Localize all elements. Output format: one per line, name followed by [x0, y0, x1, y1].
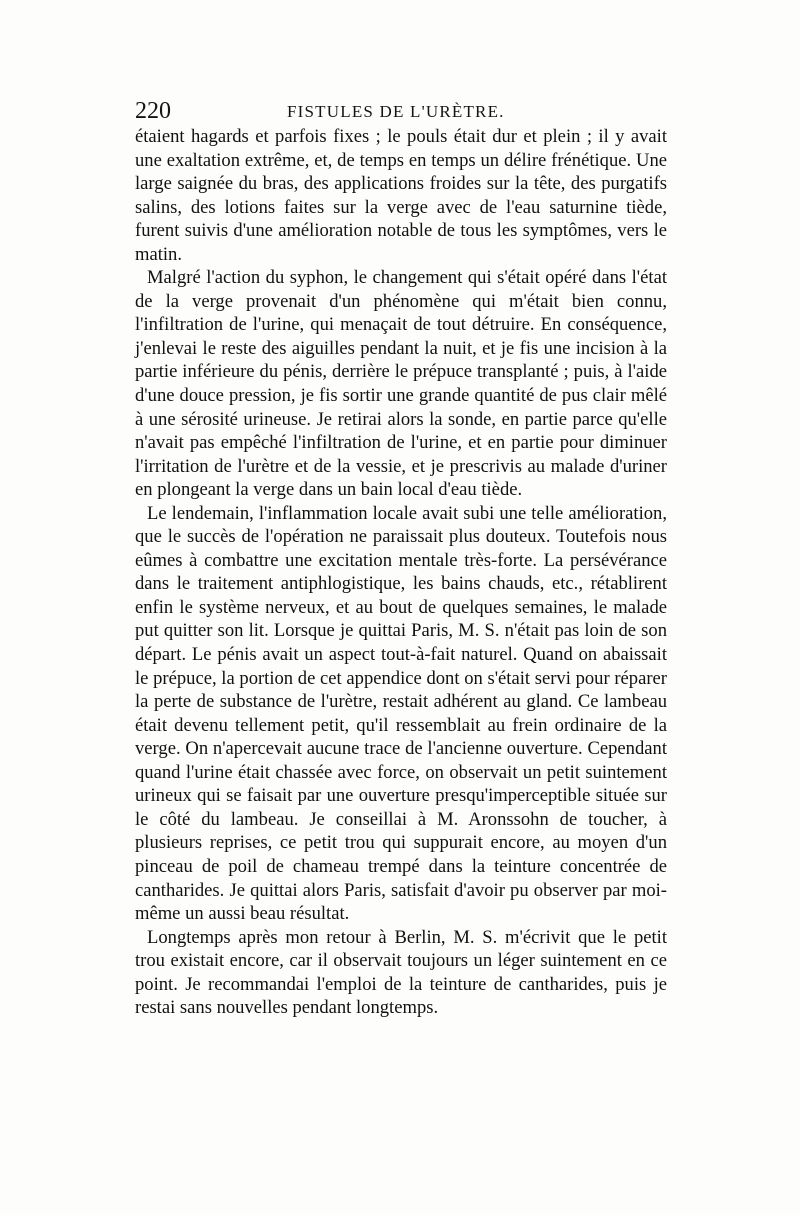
paragraph-1: étaient hagards et parfois fixes ; le pouls était dur et plein ; il y avait une exaltation extrême, et, de temps en temps un délire frénétique. Une large saignée du bras, des applications froides sur la tête, des purgatifs salins, des lotions faites sur la verge avec de l'eau saturnine tiède, furent suivis d'une amélioration notable de tous les symptômes, vers le matin. [135, 126, 667, 265]
page-header [135, 94, 667, 128]
body-text [135, 125, 667, 1020]
paragraph-4: Longtemps après mon retour à Berlin, M. S. m'écrivit que le petit trou existait encore, car il observait toujours un léger suintement en ce point. Je recommandai l'emploi de la teinture de cantharides, puis je restai sans nouvelles pendant longtemps. [135, 926, 667, 1019]
page-number: 220 [135, 98, 171, 124]
paragraph-3: Le lendemain, l'inflammation locale avait subi une telle amélioration, que le succès de l'opération ne paraissait plus douteux. Toutefois nous eûmes à combattre une excitation mentale très-forte. La persévérance dans le traitement antiphlogistique, les bains chauds, etc., rétablirent enfin le système nerveux, et au bout de quelques semaines, le malade put quitter son lit. Lorsque je quittai Paris, M. S. n'était pas loin de son départ. Le pénis avait un aspect tout-à-fait naturel. Quand on abaissait le prépuce, la portion de cet appendice dont on s'était servi pour réparer la perte de substance de l'urètre, restait adhérent au gland. Ce lambeau était devenu tellement petit, qu'il ressemblait au frein ordinaire de la verge. On n'apercevait aucune trace de l'ancienne ouverture. Cependant quand l'urine était chassée avec force, on observait un petit suintement urineux qui se faisait par une ouverture presqu'imperceptible située sur le côté du lambeau. Je conseillai à M. Aronssohn de toucher, à plusieurs reprises, ce petit trou qui suppurait encore, au moyen d'un pinceau de poil de chameau trempé dans la teinture concentrée de cantharides. Je quittai alors Paris, satisfait d'avoir pu observer par moi-même un aussi beau résultat. [135, 502, 667, 925]
paragraph-2: Malgré l'action du syphon, le changement qui s'était opéré dans l'état de la verge provenait d'un phénomène qui m'était bien connu, l'infiltration de l'urine, qui menaçait de tout détruire. En conséquence, j'enlevai le reste des aiguilles pendant la nuit, et je fis une incision à la partie inférieure du pénis, derrière le prépuce transplanté ; puis, à l'aide d'une douce pression, je fis sortir une grande quantité de pus clair mêlé à une sérosité urineuse. Je retirai alors la sonde, en partie parce qu'elle n'avait pas empêché l'infiltration de l'urine, et en partie pour diminuer l'irritation de l'urètre et de la vessie, et je prescrivis au malade d'uriner en plongeant la verge dans un bain local d'eau tiède. [135, 267, 667, 501]
running-title: FISTULES DE L'URÈTRE. [287, 102, 505, 121]
